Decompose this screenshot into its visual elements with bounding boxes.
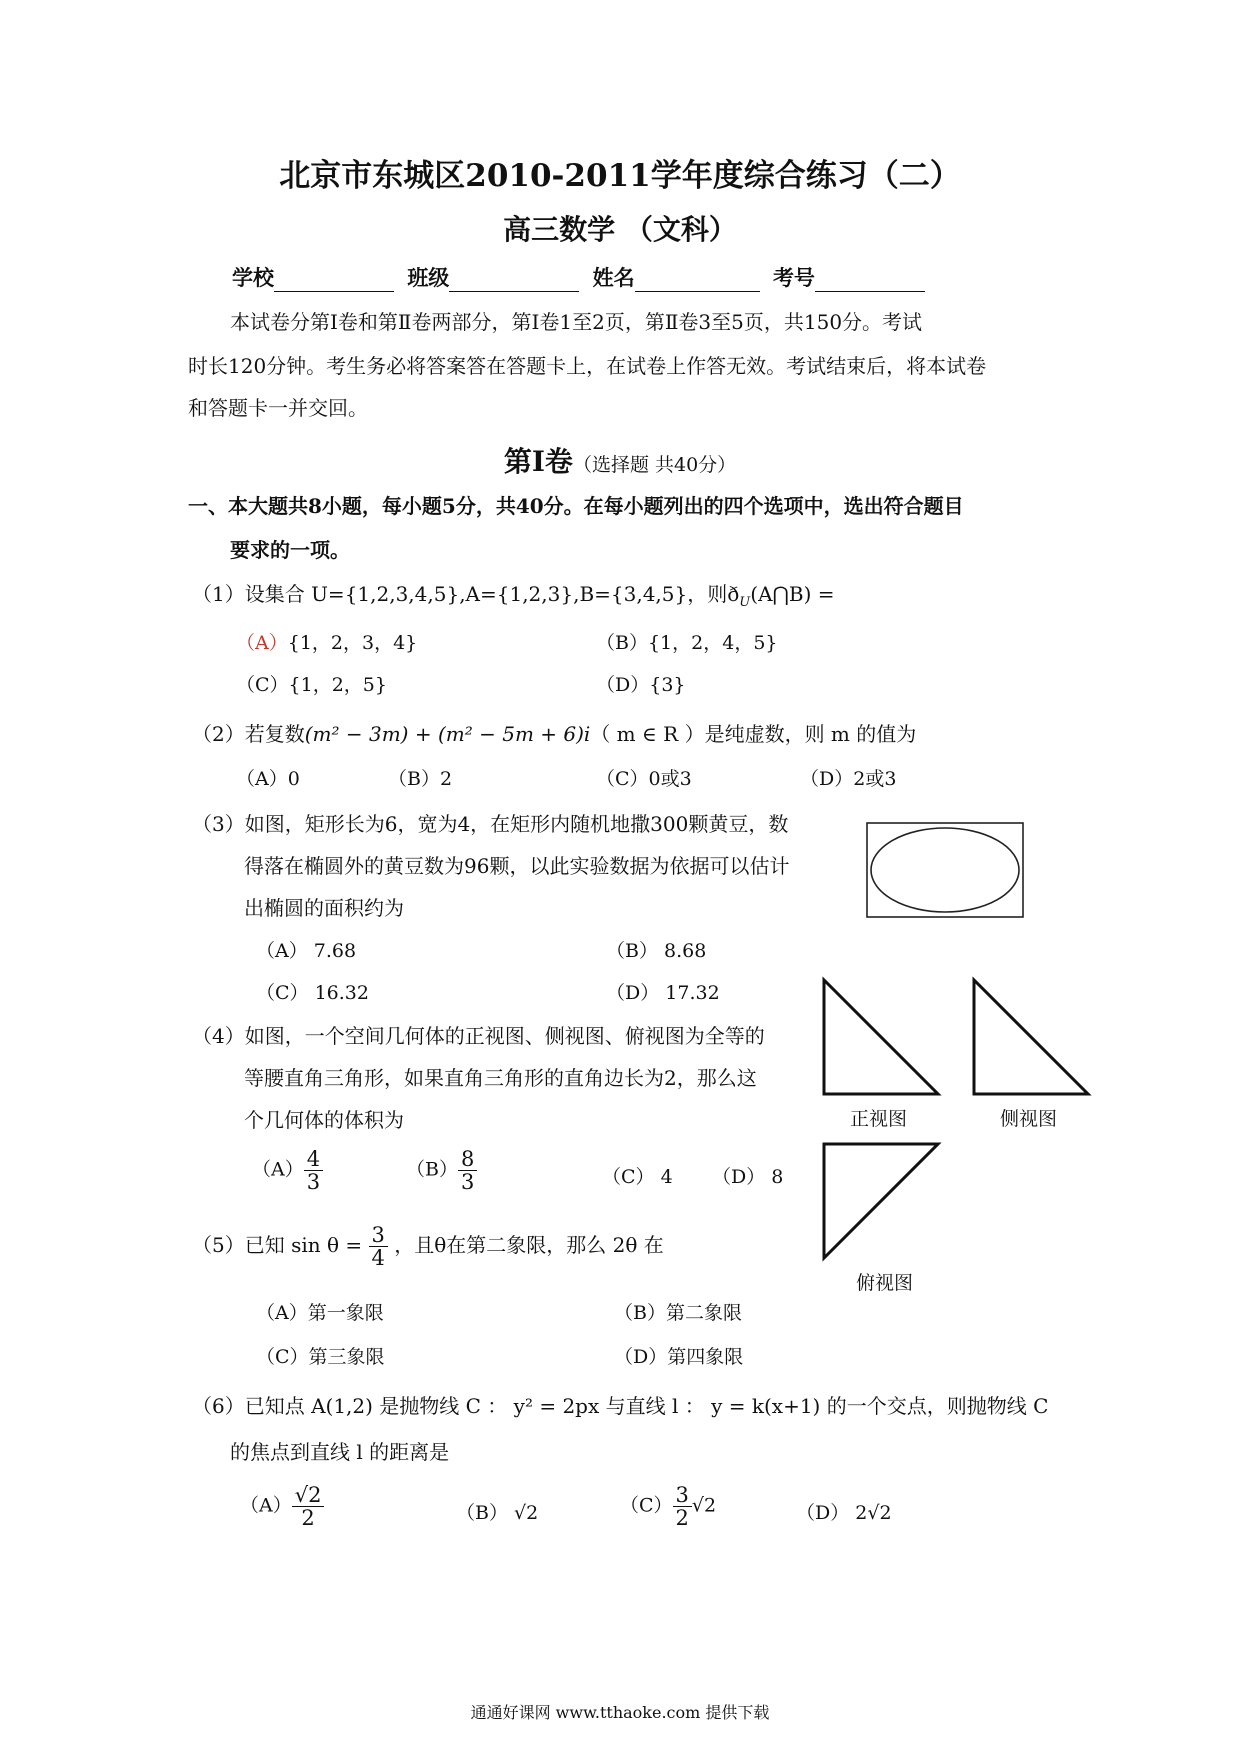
q4-line-3: 个几何体的体积为 bbox=[244, 1108, 404, 1132]
q1-option-b: （B）{1，2，4，5} bbox=[596, 632, 778, 654]
student-info-line bbox=[232, 262, 931, 292]
q4-option-b-label: （B） bbox=[406, 1158, 458, 1181]
q6-option-d: （D） 2√2 bbox=[796, 1502, 892, 1524]
front-view-shape bbox=[824, 980, 938, 1094]
q6-line-2: 的焦点到直线 l 的距离是 bbox=[230, 1440, 450, 1464]
q1-text: （1）设集合 U={1,2,3,4,5},A={1,2,3},B={3,4,5}，则ð bbox=[192, 582, 740, 606]
q1-option-a-label: （A） bbox=[236, 632, 288, 654]
q6-option-b: （B） √2 bbox=[456, 1502, 539, 1524]
q5-fraction bbox=[369, 1224, 388, 1269]
q3-line-2: 得落在椭圆外的黄豆数为96颗，以此实验数据为依据可以估计 bbox=[244, 854, 790, 878]
page-title: 北京市东城区2010-2011学年度综合练习（二） bbox=[279, 158, 961, 194]
figure-rectangle bbox=[867, 823, 1023, 917]
top-view-triangle bbox=[822, 1142, 942, 1262]
q4-a-numerator: 4 bbox=[304, 1148, 323, 1171]
part-one-line-2: 要求的一项。 bbox=[230, 538, 350, 562]
top-view-caption: 俯视图 bbox=[856, 1272, 914, 1294]
class-blank bbox=[449, 269, 579, 292]
front-view-triangle bbox=[822, 978, 942, 1098]
q2-option-b: （B）2 bbox=[388, 768, 453, 790]
intro-line-2: 时长120分钟。考生务必将答案答在答题卡上，在试卷上作答无效。考试结束后，将本试卷 bbox=[188, 354, 987, 378]
q5-option-c: （C）第三象限 bbox=[256, 1346, 385, 1368]
q6-c-numerator: 3 bbox=[673, 1484, 692, 1507]
q4-option-a-label: （A） bbox=[252, 1158, 304, 1181]
q5-option-a: （A）第一象限 bbox=[256, 1302, 384, 1324]
section-heading bbox=[0, 440, 1240, 480]
part-one-line-1: 一、本大题共8小题，每小题5分，共40分。在每小题列出的四个选项中，选出符合题目 bbox=[188, 494, 964, 518]
q5-denominator: 4 bbox=[371, 1246, 385, 1271]
q6-a-denominator: 2 bbox=[301, 1506, 315, 1531]
q4-option-a-fraction bbox=[304, 1148, 323, 1193]
q6-option-a-label: （A） bbox=[240, 1494, 292, 1517]
q1-option-a bbox=[236, 628, 417, 655]
q1-tail: (A⋂B) = bbox=[750, 582, 835, 606]
section-name: 第Ⅰ卷 bbox=[503, 445, 573, 478]
q3-option-a: （A） 7.68 bbox=[256, 940, 357, 962]
q6-a-numerator: √2 bbox=[292, 1484, 325, 1507]
exam-number-label: 考号 bbox=[772, 265, 815, 290]
top-view-shape bbox=[824, 1144, 938, 1258]
q1-option-d: （D）{3} bbox=[596, 674, 686, 696]
name-label: 姓名 bbox=[592, 265, 635, 290]
q4-option-a bbox=[252, 1148, 323, 1193]
q4-option-d: （D） 8 bbox=[712, 1166, 784, 1188]
q2-option-c: （C）0或3 bbox=[596, 768, 692, 790]
q2-option-d: （D）2或3 bbox=[800, 768, 897, 790]
school-blank bbox=[274, 269, 394, 292]
q4-option-b-fraction bbox=[458, 1148, 477, 1193]
q1-option-a-text: {1，2，3，4} bbox=[287, 632, 418, 654]
figure-ellipse bbox=[871, 828, 1019, 912]
q6-option-a-fraction bbox=[292, 1484, 325, 1529]
question-1 bbox=[192, 578, 835, 610]
q3-line-3: 出椭圆的面积约为 bbox=[244, 896, 404, 920]
school-label: 学校 bbox=[232, 265, 274, 290]
side-view-triangle bbox=[972, 978, 1092, 1098]
q2-option-a: （A）0 bbox=[236, 768, 300, 790]
q4-option-b bbox=[406, 1148, 477, 1193]
q3-option-b: （B） 8.68 bbox=[606, 940, 707, 962]
q4-a-denominator: 3 bbox=[306, 1170, 321, 1195]
name-blank bbox=[635, 269, 760, 292]
q5-option-b: （B）第二象限 bbox=[614, 1302, 742, 1324]
q2-prefix: （2）若复数 bbox=[192, 722, 305, 746]
q5-numerator: 3 bbox=[369, 1224, 388, 1247]
q1-option-c: （C）{1，2，5} bbox=[236, 674, 387, 696]
q6-option-a bbox=[240, 1484, 324, 1529]
q3-line-1: （3）如图，矩形长为6，宽为4，在矩形内随机地撒300颗黄豆，数 bbox=[192, 812, 789, 836]
intro-line-1: 本试卷分第Ⅰ卷和第Ⅱ卷两部分，第Ⅰ卷1至2页，第Ⅱ卷3至5页，共150分。考试 bbox=[230, 310, 923, 334]
intro-line-3: 和答题卡一并交回。 bbox=[188, 396, 368, 420]
side-view-caption: 侧视图 bbox=[1000, 1108, 1058, 1130]
section-note: （选择题 共40分） bbox=[572, 454, 737, 476]
q4-option-c: （C） 4 bbox=[602, 1166, 673, 1188]
q6-option-c-tail: √2 bbox=[691, 1494, 717, 1517]
q5-option-d: （D）第四象限 bbox=[614, 1346, 744, 1368]
front-view-caption: 正视图 bbox=[850, 1108, 908, 1130]
q2-expression: (m² − 3m) + (m² − 5m + 6)i bbox=[304, 722, 591, 746]
q6-line-1: （6）已知点 A(1,2) 是抛物线 C ： y² = 2px 与直线 l ： y = k(x+1) 的一个交点，则抛物线 C bbox=[192, 1394, 1049, 1418]
question-2 bbox=[192, 718, 916, 747]
class-label: 班级 bbox=[407, 265, 450, 290]
q6-c-denominator: 2 bbox=[675, 1506, 689, 1531]
side-view-shape bbox=[974, 980, 1088, 1094]
question-5 bbox=[192, 1224, 664, 1269]
q4-line-2: 等腰直角三角形，如果直角三角形的直角边长为2，那么这 bbox=[244, 1066, 757, 1090]
q5-suffix: ，且θ在第二象限，那么 2θ 在 bbox=[394, 1233, 664, 1258]
q3-option-d: （D） 17.32 bbox=[606, 982, 720, 1004]
q6-option-c-fraction bbox=[673, 1484, 692, 1529]
q6-option-c bbox=[620, 1484, 716, 1529]
q3-option-c: （C） 16.32 bbox=[256, 982, 369, 1004]
q2-suffix: 是纯虚数，则 m 的值为 bbox=[704, 722, 917, 746]
page-footer: 通通好课网 www.tthaoke.com 提供下载 bbox=[470, 1703, 770, 1722]
exam-number-blank bbox=[815, 269, 925, 292]
page-subtitle: 高三数学 （文科） bbox=[503, 213, 737, 246]
rectangle-ellipse-figure bbox=[866, 822, 1026, 920]
q1-subscript: U bbox=[739, 595, 751, 610]
q4-b-numerator: 8 bbox=[458, 1148, 477, 1171]
q2-condition: （ m ∈ R ） bbox=[590, 722, 705, 746]
q4-b-denominator: 3 bbox=[460, 1170, 475, 1195]
q5-prefix: （5）已知 sin θ = bbox=[192, 1233, 363, 1258]
q4-line-1: （4）如图，一个空间几何体的正视图、侧视图、俯视图为全等的 bbox=[192, 1024, 765, 1048]
q6-option-c-label: （C） bbox=[620, 1494, 673, 1517]
